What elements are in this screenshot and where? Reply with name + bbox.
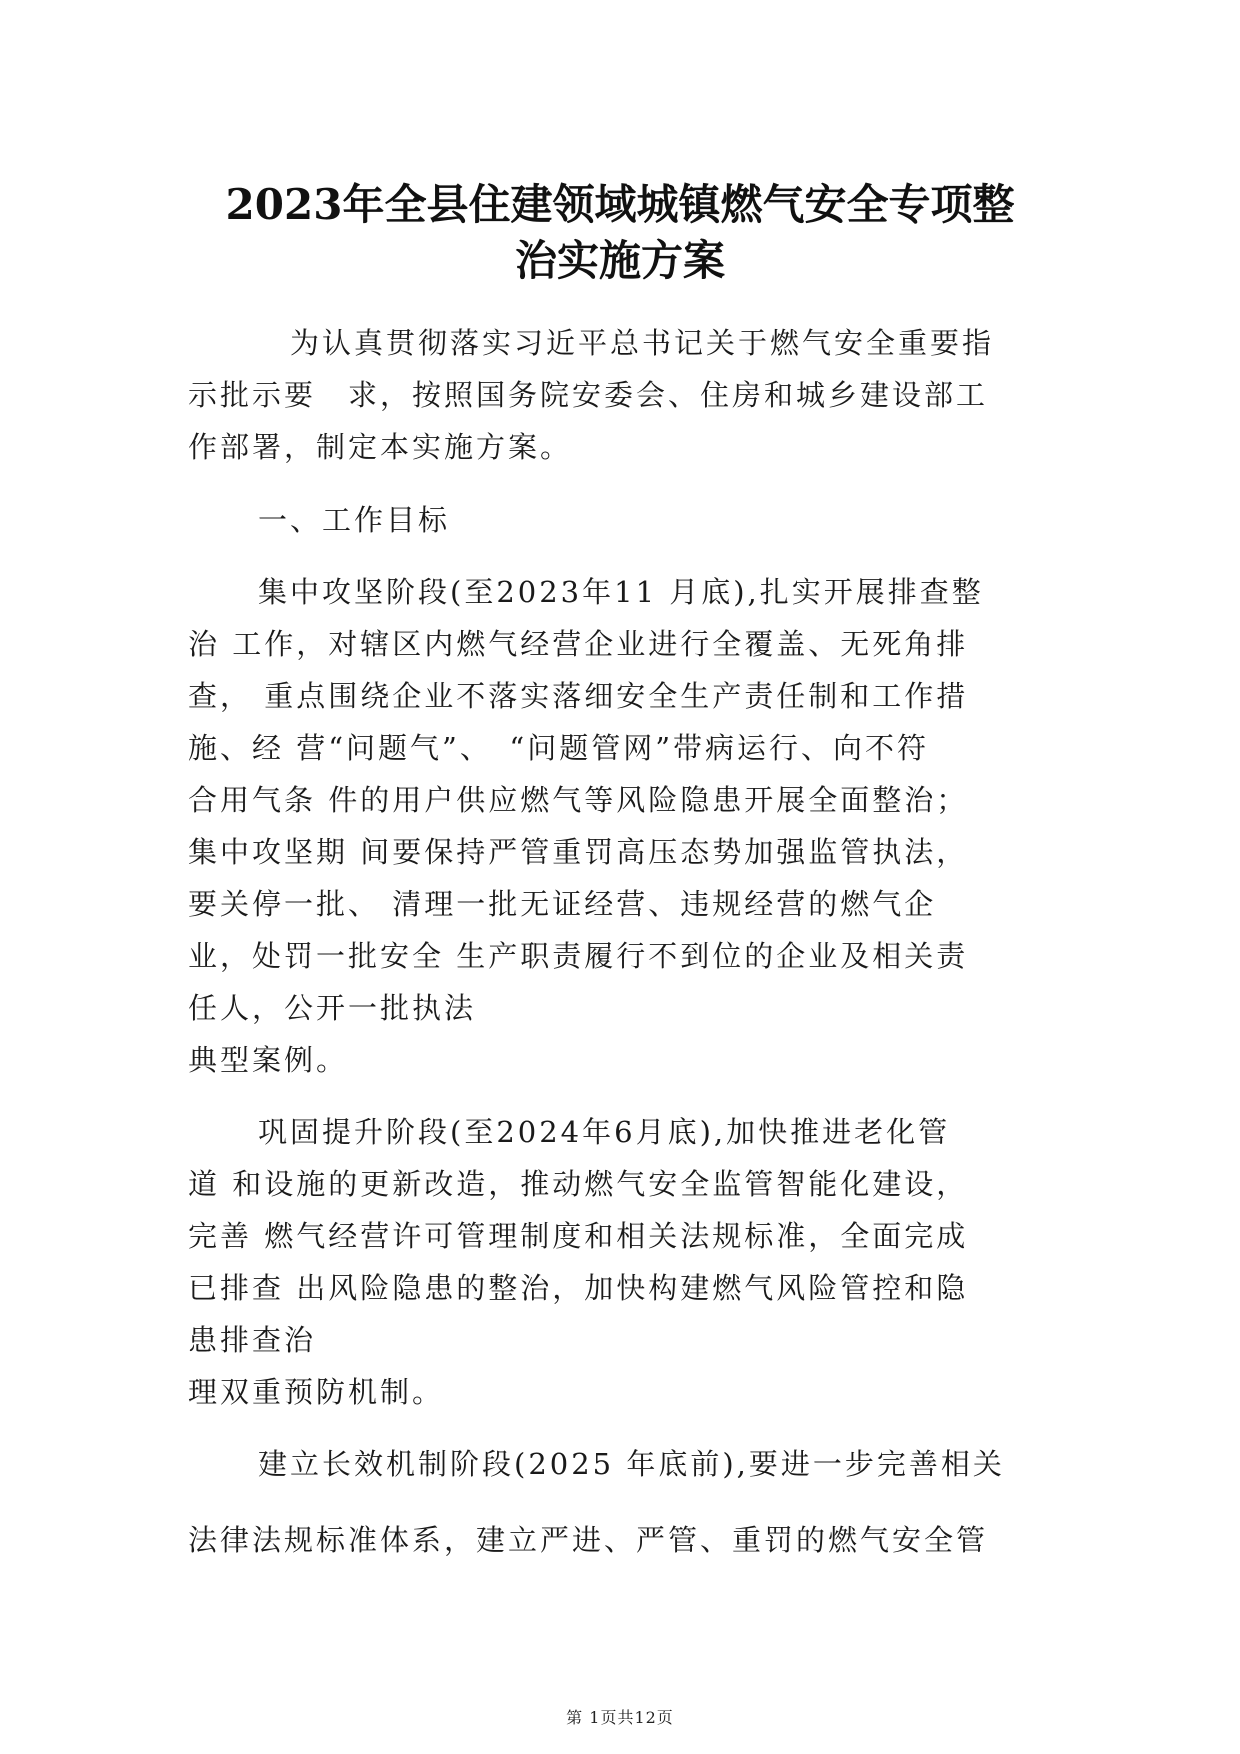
body-line: 作部署，制定本实施方案。 (188, 430, 573, 464)
body-line: 法律法规标准体系，建立严进、严管、重罚的燃气安全管 (188, 1523, 989, 1557)
document-title-line-1: 2023年全县住建领域城镇燃气安全专项整 (225, 180, 1015, 229)
body-line: 要关停一批、 清理一批无证经营、违规经营的燃气企 (188, 887, 937, 921)
body-line: 道 和设施的更新改造，推动燃气安全监管智能化建设， (188, 1167, 969, 1201)
body-line: 集中攻坚阶段(至2023年11 月底),扎实开展排查整 (258, 575, 984, 609)
body-line: 完善 燃气经营许可管理制度和相关法规标准，全面完成 (188, 1219, 969, 1253)
body-line: 示批示要 求，按照国务院安委会、住房和城乡建设部工 (188, 378, 989, 412)
body-line: 合用气条 件的用户供应燃气等风险隐患开展全面整治； (188, 783, 969, 817)
body-line: 治 工作，对辖区内燃气经营企业进行全覆盖、无死角排 (188, 627, 969, 661)
body-line: 查， 重点围绕企业不落实落细安全生产责任制和工作措 (188, 679, 969, 713)
body-line: 建立长效机制阶段(2025 年底前),要进一步完善相关 (258, 1447, 1005, 1481)
body-line: 患排查治 (188, 1323, 317, 1357)
section-heading: 一、工作目标 (258, 503, 451, 537)
page-number-footer: 第 1页共12页 (566, 1708, 674, 1727)
body-line: 施、经 营“问题气”、 “问题管网”带病运行、向不符 (188, 731, 930, 765)
body-line: 已排查 出风险隐患的整治，加快构建燃气风险管控和隐 (188, 1271, 969, 1305)
body-line: 理双重预防机制。 (188, 1375, 445, 1409)
body-line: 集中攻坚期 间要保持严管重罚高压态势加强监管执法， (188, 835, 969, 869)
document-title-line-2: 治实施方案 (514, 236, 725, 285)
body-line: 为认真贯彻落实习近平总书记关于燃气安全重要指 (290, 326, 995, 360)
body-line: 巩固提升阶段(至2024年6月底),加快推进老化管 (258, 1115, 951, 1149)
body-line: 业，处罚一批安全 生产职责履行不到位的企业及相关责 (188, 939, 969, 973)
body-line: 典型案例。 (188, 1043, 349, 1077)
body-line: 任人，公开一批执法 (188, 991, 477, 1025)
